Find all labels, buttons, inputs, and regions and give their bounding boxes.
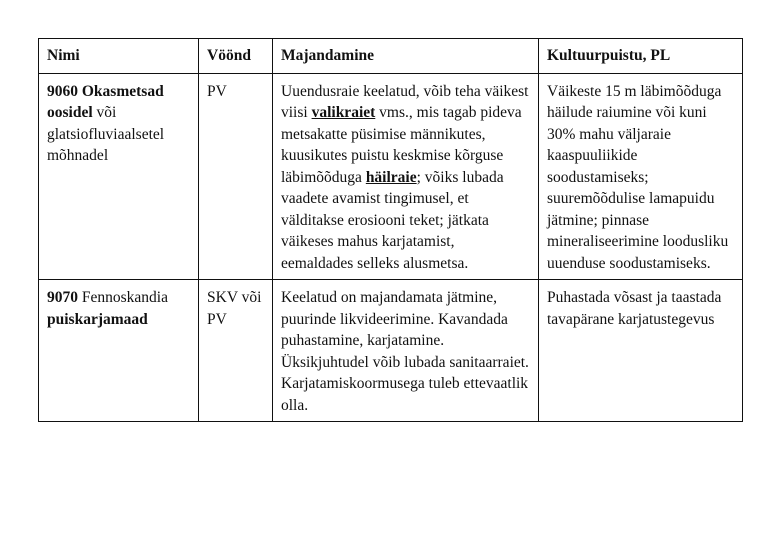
management-term-selective-cutting: valikraiet bbox=[311, 104, 376, 121]
zone-cell: PV bbox=[199, 73, 273, 280]
table-row bbox=[39, 73, 743, 280]
table-row bbox=[39, 280, 743, 422]
habitat-name-cell bbox=[39, 280, 199, 422]
habitat-name-rest: või glatsiofluviaalsetel mõhnadel bbox=[47, 104, 165, 164]
habitat-code: 9070 bbox=[47, 289, 78, 306]
zone-cell: SKV või PV bbox=[199, 280, 273, 422]
park-cell: Väikeste 15 m läbimõõduga häilude raiumine või kuni 30% mahu väljaraie kaaspuuliikide soodustamiseks; suuremõõdulise lamapuidu jätmine; pinnase mineraliseerimine loodusliku uuenduse soodustamiseks. bbox=[539, 73, 743, 280]
habitat-code: 9060 bbox=[47, 82, 78, 100]
management-cell: Keelatud on majandamata jätmine, puurinde likvideerimine. Kavandada puhastamine, karjatamine. Üksikjuhtudel võib lubada sanitaarraiet. Karjatamiskoormusega tuleb ettevaatlik olla. bbox=[273, 280, 539, 422]
habitat-name-rest: Fennoskandia bbox=[78, 289, 168, 306]
management-text: ; võiks lubada vaadete avamist tingimusel, et välditakse erosiooni teket; jätkata väikeses mahus karjatamist, eemaldades selleks alusmetsa. bbox=[281, 168, 504, 272]
park-cell: Puhastada võsast ja taastada tavapärane karjatustegevus bbox=[539, 280, 743, 422]
habitat-name-bold: puiskarjamaad bbox=[47, 310, 148, 328]
header-management: Majandamine bbox=[273, 39, 539, 74]
management-term-gap-cutting: häilraie bbox=[365, 168, 417, 186]
habitat-name-cell bbox=[39, 73, 199, 280]
habitat-name-bold: Okasmetsad oosidel bbox=[47, 82, 164, 121]
management-text: vms., mis tagab pideva metsakatte püsimise männikutes, kuusikutes puistu keskmise kõrguse läbimõõduga bbox=[281, 104, 522, 186]
header-park: Kultuurpuistu, PL bbox=[539, 39, 743, 74]
header-row bbox=[39, 39, 743, 74]
header-zone: Vöönd bbox=[199, 39, 273, 74]
habitat-management-table bbox=[38, 38, 743, 422]
header-name: Nimi bbox=[39, 39, 199, 74]
management-text: Uuendusraie keelatud, võib teha väikest viisi bbox=[281, 82, 529, 121]
management-cell bbox=[273, 73, 539, 280]
